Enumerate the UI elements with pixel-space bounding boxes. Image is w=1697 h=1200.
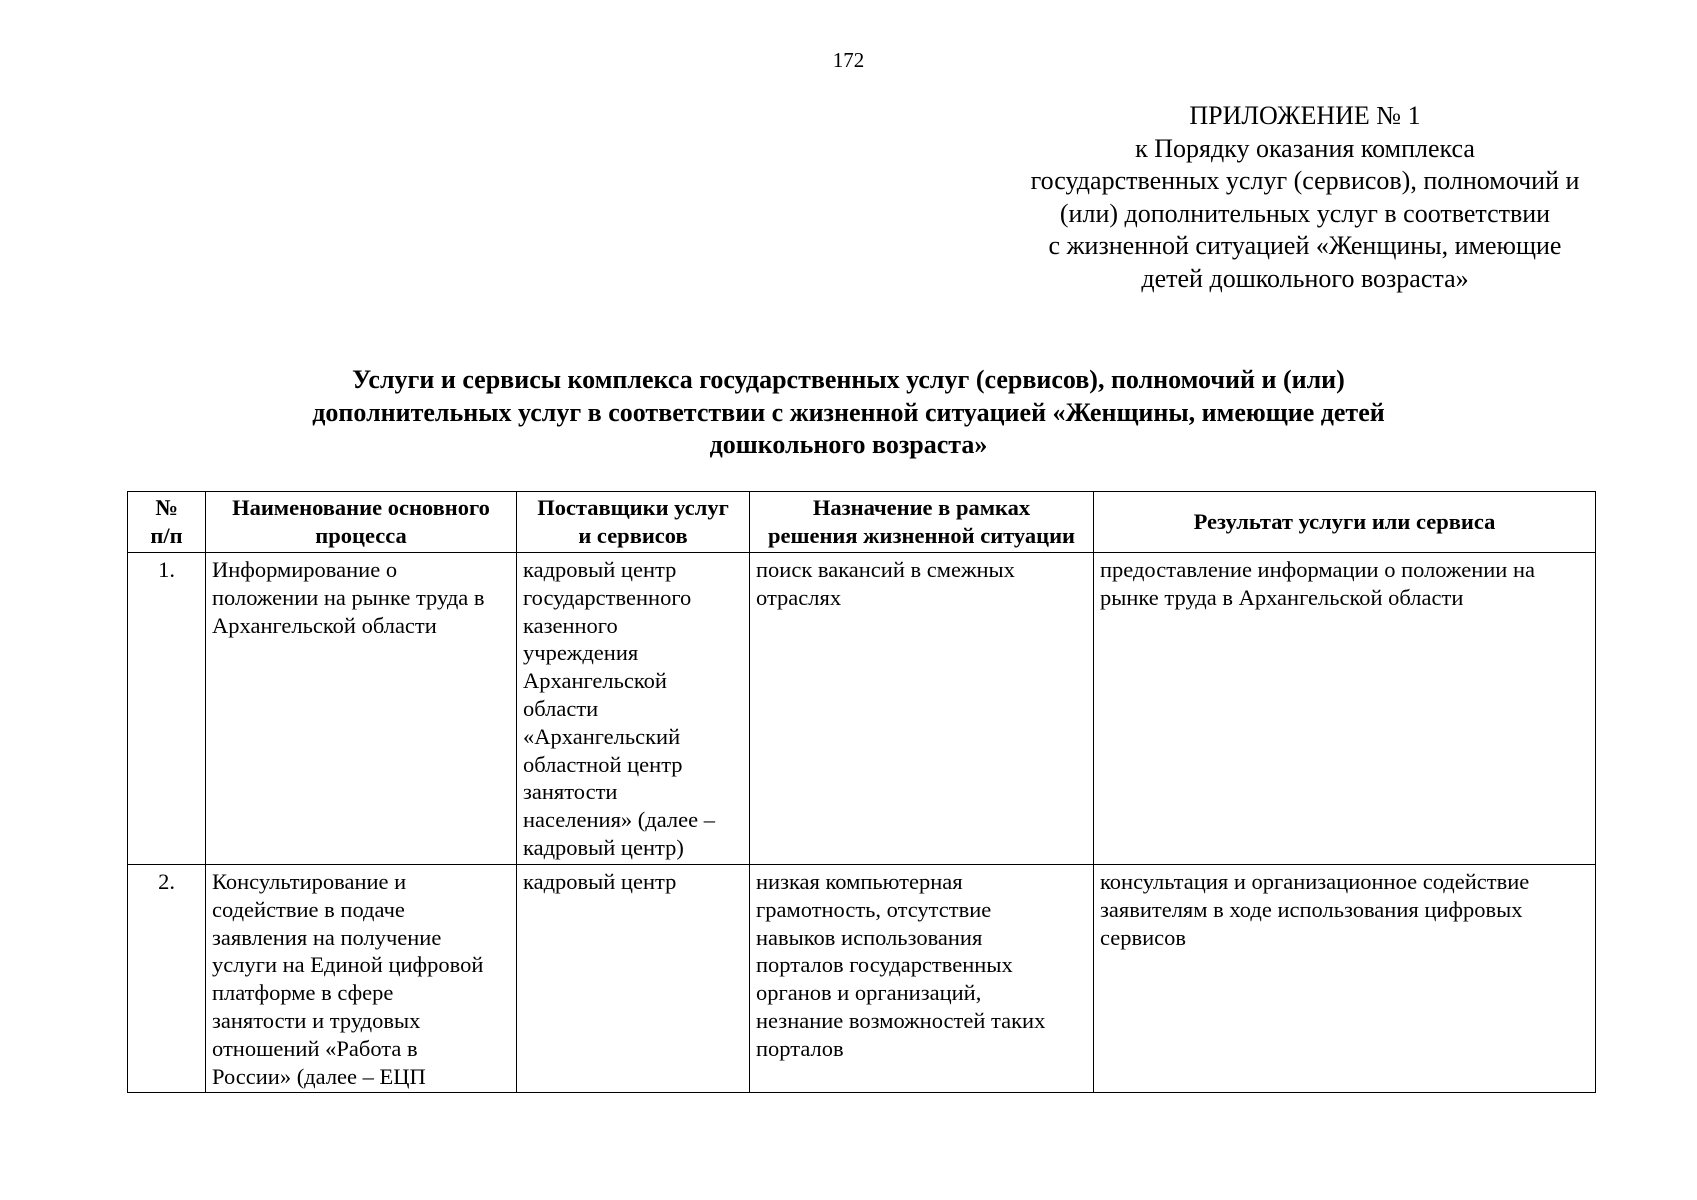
result-cell: консультация и организационное содействие заявителям в ходе использования цифровых сервисов <box>1094 865 1596 1093</box>
header-num: № п/п <box>128 492 206 553</box>
appendix-line: к Порядку оказания комплекса <box>1135 133 1475 163</box>
appendix-line: государственных услуг (сервисов), полномочий и <box>1030 166 1580 195</box>
services-table <box>127 491 1596 1093</box>
table-row <box>128 553 1596 865</box>
process-cell: Информирование о положении на рынке труда в Архангельской области <box>206 553 517 865</box>
appendix-line: детей дошкольного возраста» <box>1141 263 1469 293</box>
purpose-cell: низкая компьютерная грамотность, отсутствие навыков использования порталов государственных органов и организаций, незнание возможностей таких порталов <box>750 865 1094 1093</box>
page-number: 172 <box>832 48 865 72</box>
header-providers: Поставщики услуг и сервисов <box>517 492 750 553</box>
table-row <box>128 865 1596 1093</box>
appendix-header <box>960 100 1650 295</box>
header-purpose: Назначение в рамках решения жизненной ситуации <box>750 492 1094 553</box>
table-header-row <box>128 492 1596 553</box>
result-cell: предоставление информации о положении на рынке труда в Архангельской области <box>1094 553 1596 865</box>
title-line: Услуги и сервисы комплекса государственных услуг (сервисов), полномочий и (или) <box>352 365 1345 394</box>
provider-cell: кадровый центр государственного казенного учреждения Архангельской области «Архангельский областной центр занятости населения» (далее – кадровый центр) <box>517 553 750 865</box>
row-number: 1. <box>128 553 206 865</box>
process-cell: Консультирование и содействие в подаче заявления на получение услуги на Единой цифровой платформе в сфере занятости и трудовых отношений «Работа в России» (далее – ЕЦП <box>206 865 517 1093</box>
appendix-line: с жизненной ситуацией «Женщины, имеющие <box>1048 231 1562 260</box>
provider-cell: кадровый центр <box>517 865 750 1093</box>
title-line: дополнительных услуг в соответствии с жизненной ситуацией «Женщины, имеющие детей <box>312 397 1385 427</box>
header-result: Результат услуги или сервиса <box>1094 492 1596 553</box>
title-line: дошкольного возраста» <box>709 430 988 459</box>
document-title <box>0 364 1697 462</box>
row-number: 2. <box>128 865 206 1093</box>
appendix-line: ПРИЛОЖЕНИЕ № 1 <box>1189 101 1421 130</box>
appendix-line: (или) дополнительных услуг в соответствии <box>1059 198 1551 228</box>
header-process: Наименование основного процесса <box>206 492 517 553</box>
purpose-cell: поиск вакансий в смежных отраслях <box>750 553 1094 865</box>
